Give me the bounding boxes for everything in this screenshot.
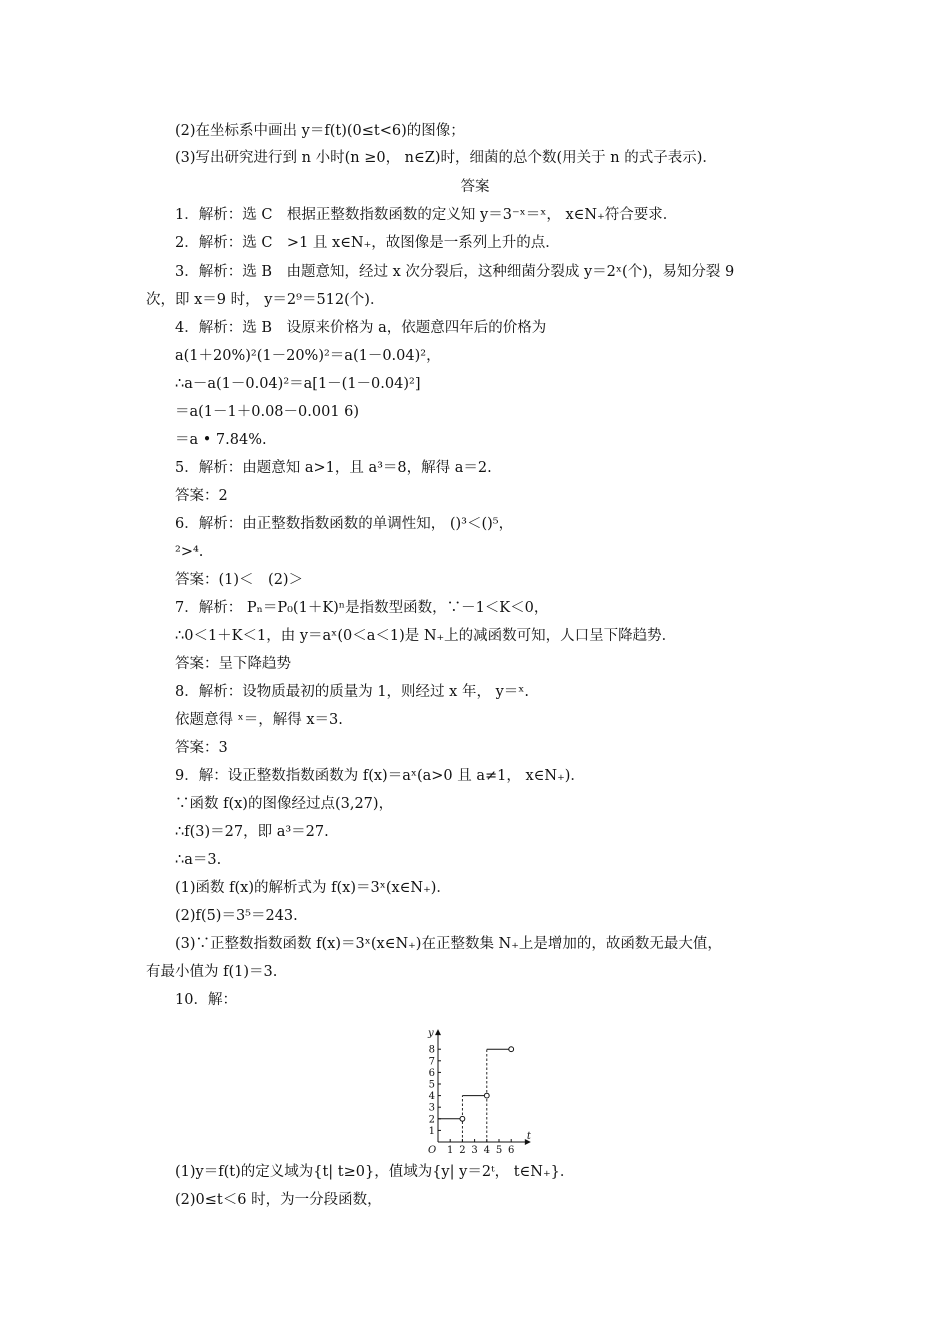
y-axis-label: y xyxy=(428,1028,434,1040)
x-tick-label: 2 xyxy=(459,1145,466,1156)
answer-9-part3: (3)∵正整数指数函数 f(x)＝3ˣ(x∈N₊)在正整数集 N₊上是增加的，故函数无最大值， xyxy=(175,936,722,952)
y-tick-label: 3 xyxy=(428,1102,435,1114)
answer-9-part1: (1)函数 f(x)的解析式为 f(x)＝3ˣ(x∈N₊)． xyxy=(175,880,451,896)
answer-4-eq2: ∴a－a(1－0.04)²＝a[1－(1－0.04)²] xyxy=(175,376,421,392)
answer-heading: 答案 xyxy=(460,179,490,195)
answer-9-step2: ∴f(3)＝27，即 a³＝27. xyxy=(175,824,329,840)
question-3: (3)写出研究进行到 n 小时(n ≥0， n∈Z)时，细菌的总个数(用关于 n 的式子表示)． xyxy=(175,150,717,166)
answer-9-part3-cont: 有最小值为 f(1)＝3. xyxy=(146,964,278,980)
answer-4-eq1: a(1＋20%)²(1－20%)²＝a(1－0.04)²， xyxy=(175,348,441,364)
answer-5: 5．解析：由题意知 a>1，且 a³＝8，解得 a＝2. xyxy=(175,460,492,476)
step-function-graph xyxy=(418,1010,563,1158)
answer-7-cont: ∴0＜1＋K＜1，由 y＝aˣ(0＜a＜1)是 N₊上的减函数可知，人口呈下降趋势． xyxy=(175,628,677,644)
x-tick-label: 1 xyxy=(447,1145,454,1156)
open-endpoint xyxy=(484,1093,489,1098)
answer-8: 8．解析：设物质最初的质量为 1，则经过 x 年， y＝ˣ. xyxy=(175,684,530,700)
answer-9: 9．解：设正整数指数函数为 f(x)＝aˣ(a>0 且 a≠1， x∈N₊)． xyxy=(175,768,585,784)
y-tick-label: 8 xyxy=(428,1044,435,1056)
origin-label: O xyxy=(428,1145,437,1156)
answer-6-cont: ²>⁴. xyxy=(175,544,204,560)
open-endpoint xyxy=(460,1116,465,1121)
x-tick-label: 6 xyxy=(508,1145,515,1156)
y-tick-label: 1 xyxy=(428,1125,435,1137)
answer-6: 6．解析：由正整数指数函数的单调性知， ()³＜()⁵， xyxy=(175,516,514,532)
answer-4-eq4: ＝a • 7.84%. xyxy=(175,432,267,448)
answer-7-result: 答案：呈下降趋势 xyxy=(175,656,291,672)
answer-10-part1: (1)y＝f(t)的定义域为{t| t≥0}，值域为{y| y＝2ᵗ， t∈N₊}． xyxy=(175,1164,575,1180)
y-tick-label: 6 xyxy=(428,1067,435,1079)
y-tick-label: 5 xyxy=(428,1079,435,1091)
answer-10-part2: (2)0≤t＜6 时，为一分段函数， xyxy=(175,1192,382,1208)
answer-1: 1．解析：选 C 根据正整数指数函数的定义知 y＝3⁻ˣ＝ˣ， x∈N₊符合要求． xyxy=(175,207,678,223)
answer-9-step3: ∴a＝3. xyxy=(175,852,222,868)
question-2: (2)在坐标系中画出 y＝f(t)(0≤t<6)的图像； xyxy=(175,123,465,139)
open-endpoint xyxy=(509,1047,514,1052)
x-axis-label: t xyxy=(526,1131,531,1142)
x-tick-label: 3 xyxy=(471,1145,478,1156)
answer-7: 7．解析： Pₙ＝P₀(1＋K)ⁿ是指数型函数，∵－1＜K＜0， xyxy=(175,600,549,616)
y-tick-label: 2 xyxy=(428,1114,435,1126)
answer-6-result: 答案：(1)＜ (2)＞ xyxy=(175,572,304,588)
x-tick-label: 5 xyxy=(495,1145,503,1156)
y-axis-arrow xyxy=(435,1029,441,1035)
answer-8-result: 答案：3 xyxy=(175,740,228,756)
answer-4-eq3: ＝a(1－1＋0.08－0.001 6) xyxy=(175,404,360,420)
answer-10: 10．解： xyxy=(175,992,237,1008)
answer-8-cont: 依题意得 ˣ＝，解得 x＝3. xyxy=(175,712,343,728)
y-tick-label: 4 xyxy=(428,1091,435,1103)
answer-5-result: 答案：2 xyxy=(175,488,228,504)
answer-2: 2．解析：选 C >1 且 x∈N₊，故图像是一系列上升的点． xyxy=(175,235,560,251)
answer-9-part2: (2)f(5)＝3⁵＝243. xyxy=(175,908,298,924)
answer-3: 3．解析：选 B 由题意知，经过 x 次分裂后，这种细菌分裂成 y＝2ˣ(个)，易知分裂 9 xyxy=(175,264,735,280)
answer-9-step1: ∵函数 f(x)的图像经过点(3,27)， xyxy=(175,796,394,812)
answer-3-cont: 次，即 x＝9 时， y＝2⁹＝512(个)． xyxy=(146,292,385,308)
x-tick-label: 4 xyxy=(483,1145,490,1156)
answer-4: 4．解析：选 B 设原来价格为 a，依题意四年后的价格为 xyxy=(175,320,547,336)
y-tick-label: 7 xyxy=(428,1056,435,1068)
